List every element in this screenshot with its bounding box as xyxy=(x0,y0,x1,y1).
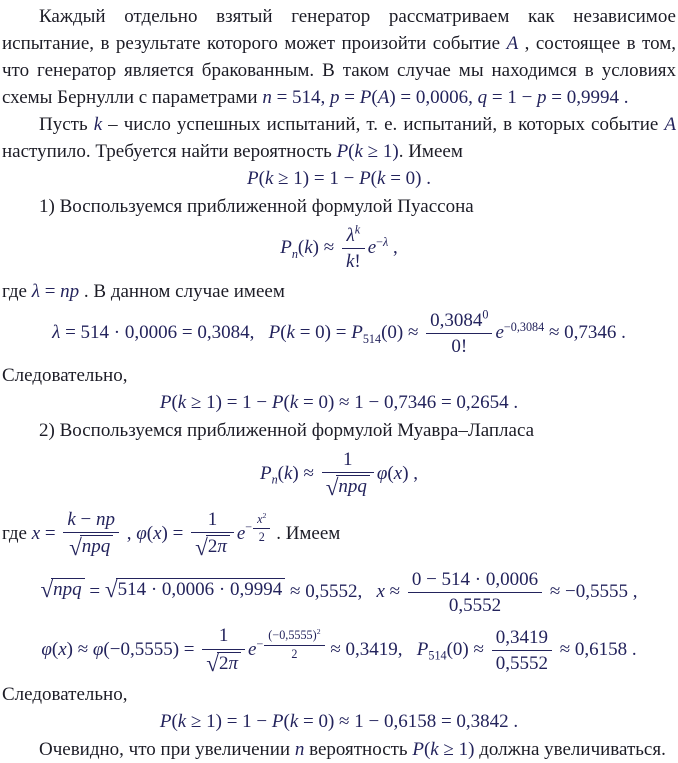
superscript xyxy=(504,319,544,333)
math-variable: e xyxy=(367,237,377,259)
math-run: = xyxy=(339,87,360,108)
formula-poisson xyxy=(2,221,676,277)
math-variable: A xyxy=(664,114,676,135)
math-variable: k xyxy=(93,114,103,135)
radicand xyxy=(217,652,241,674)
math-variable: φ xyxy=(376,462,388,484)
fraction-numerator xyxy=(342,222,365,249)
text-run: . Имеем xyxy=(271,522,341,544)
math-run: = 0,9994 . xyxy=(546,87,629,108)
subscript xyxy=(428,649,446,663)
math-run: ≥ 1) = 1 − xyxy=(186,392,272,414)
math-run: ( xyxy=(171,392,178,414)
radical-sign: √ xyxy=(206,651,219,678)
math-run: 0,3084 xyxy=(430,309,483,331)
math-run: ) = xyxy=(161,522,189,544)
math-run: (−0,5555) xyxy=(268,628,317,643)
math-run: ≈ 0,5552, xyxy=(285,581,377,603)
math-variable: k xyxy=(67,508,76,530)
math-run: ( xyxy=(146,522,154,544)
superscript xyxy=(482,307,488,321)
fraction-denominator xyxy=(492,651,552,674)
line-hence-1: Следовательно, xyxy=(2,365,128,387)
math-variable: x xyxy=(393,462,403,484)
math-run: = xyxy=(40,522,61,544)
fraction-numerator xyxy=(426,307,492,334)
math-run: ) ≈ xyxy=(312,237,339,259)
math-variable: A xyxy=(377,87,390,108)
math-variable: np xyxy=(96,508,116,530)
math-variable: k xyxy=(283,462,293,484)
math-run: ! xyxy=(354,251,361,273)
math-run: (0) ≈ xyxy=(446,639,489,661)
math-run: 0,5552 xyxy=(448,595,502,617)
math-variable: k xyxy=(264,168,274,189)
math-run: ) ≈ xyxy=(292,462,319,484)
math-variable: φ xyxy=(41,639,52,661)
math-variable: P xyxy=(159,711,172,733)
superscript xyxy=(317,627,321,636)
math-run: ) ≈ xyxy=(66,639,93,661)
math-run: = 0) ≈ 1 − 0,7346 = 0,2654 . xyxy=(298,392,519,414)
fraction-denominator xyxy=(63,533,119,560)
math-run: ≥ 1) xyxy=(362,141,399,162)
math-run: ) , xyxy=(402,462,419,484)
math-variable: k xyxy=(289,392,299,414)
math-variable: n xyxy=(291,246,298,261)
math-variable: λ xyxy=(52,321,61,343)
math-variable: φ xyxy=(136,522,147,544)
math-run: ≥ 1) = 1 − xyxy=(186,711,272,733)
radical-sign: √ xyxy=(40,577,54,604)
math-run: 514 xyxy=(362,331,382,346)
paragraph-task xyxy=(2,111,676,165)
math-variable: P xyxy=(247,168,259,189)
formula-sqrt-npq-calculation xyxy=(2,565,676,621)
math-run: ( xyxy=(371,87,378,108)
math-variable: k xyxy=(289,711,299,733)
fraction-denominator xyxy=(191,533,234,560)
math-variable: P xyxy=(359,168,371,189)
item-2-laplace-heading xyxy=(2,417,676,444)
text-run: 1) Воспользуемся приближенной формулой Пуассона xyxy=(39,196,474,217)
radical-sign: √ xyxy=(69,534,82,561)
math-run: = 514 · 0,0006 = 0,3084, xyxy=(60,321,269,343)
math-run: ( xyxy=(370,168,377,189)
radicand xyxy=(80,535,114,557)
square-root xyxy=(206,651,241,678)
math-run: = 1 − xyxy=(487,87,538,108)
line-where-lambda xyxy=(2,278,676,305)
math-variable: np xyxy=(60,280,80,302)
fraction-numerator xyxy=(253,510,270,530)
math-run: ( xyxy=(387,462,394,484)
math-variable: φ xyxy=(92,639,104,661)
math-variable: λ xyxy=(31,280,40,302)
line-where-x xyxy=(2,505,676,564)
math-run: −0,3084 xyxy=(503,319,545,334)
radicand xyxy=(116,578,286,600)
radicand xyxy=(336,475,370,497)
math-run: − xyxy=(376,234,383,249)
math-variable: e xyxy=(236,522,246,544)
text-run: Очевидно, что при увеличении xyxy=(39,739,295,761)
formula-moivre-laplace xyxy=(2,445,676,504)
superscript xyxy=(355,223,360,237)
radical-sign: √ xyxy=(104,577,118,604)
fraction-numerator xyxy=(264,626,324,646)
formula-lambda-calculation xyxy=(2,306,676,362)
math-variable: npq xyxy=(338,476,367,498)
math-run: ( xyxy=(277,462,284,484)
math-variable: A xyxy=(506,33,519,54)
radicand xyxy=(51,578,85,600)
math-variable: P xyxy=(412,739,424,761)
math-run: ( xyxy=(171,711,178,733)
text-run: должна увеличиваться. xyxy=(474,739,666,761)
subscript xyxy=(363,331,381,345)
text-run: Пусть xyxy=(39,114,94,135)
fraction xyxy=(322,449,374,500)
fraction xyxy=(342,222,365,273)
math-variable: x xyxy=(376,581,385,603)
fraction-denominator xyxy=(426,334,492,357)
math-run: 0,5552 xyxy=(495,653,548,675)
math-variable: k xyxy=(345,251,355,273)
math-run: 2 xyxy=(218,652,229,674)
math-variable: n xyxy=(271,472,278,487)
math-run: 0,3419 xyxy=(495,627,548,649)
math-run: − xyxy=(75,508,97,530)
math-run: 2 xyxy=(262,510,267,520)
math-run: 1 xyxy=(218,625,229,647)
fraction xyxy=(426,307,492,358)
math-variable: k xyxy=(354,222,361,237)
fraction-denominator xyxy=(342,249,365,272)
text-run: . Имеем xyxy=(398,141,463,162)
math-run: , xyxy=(388,237,398,259)
math-variable: P xyxy=(159,392,172,414)
math-run: = 0) . xyxy=(385,168,431,189)
math-variable: k xyxy=(177,392,187,414)
text-run: – число успешных испытаний, т. е. испытаний, в которых событие xyxy=(102,114,665,135)
math-run: ≥ 1) = 1 − xyxy=(273,168,360,189)
math-variable: k xyxy=(430,739,439,761)
math-run: 2 xyxy=(316,626,321,636)
math-run: 2 xyxy=(207,536,218,558)
math-run: ( xyxy=(348,141,355,162)
fraction xyxy=(63,509,119,560)
math-variable: npq xyxy=(81,536,111,558)
formula-result-poisson xyxy=(2,390,676,416)
math-run: = 0) = xyxy=(294,321,352,343)
fraction-denominator xyxy=(202,650,245,677)
math-run: 514 · 0,0006 · 0,9994 xyxy=(117,578,283,600)
math-variable: p xyxy=(330,87,340,108)
text-run: . В данном случае имеем xyxy=(79,280,285,302)
math-run: ≈ 0,6158 . xyxy=(554,639,637,661)
math-run: ( xyxy=(423,739,431,761)
math-run: = 514, xyxy=(271,87,331,108)
math-variable: k xyxy=(304,237,313,259)
text-run: вероятность xyxy=(304,739,413,761)
text-run: 2) Воспользуемся приближенной формулой Муавра–Лапласа xyxy=(39,420,535,442)
fraction-denominator xyxy=(264,646,324,662)
math-run: ≈ 0,7346 . xyxy=(544,321,626,343)
square-root xyxy=(104,577,285,604)
math-variable: e xyxy=(495,321,504,343)
math-variable: x xyxy=(31,522,41,544)
fraction-denominator xyxy=(408,593,542,616)
math-run: = 0) ≈ 1 − 0,6158 = 0,3842 . xyxy=(298,711,519,733)
formula-total-probability xyxy=(2,166,676,192)
fraction xyxy=(191,509,234,560)
fraction xyxy=(264,626,324,661)
math-variable: P xyxy=(359,87,372,108)
math-variable: P xyxy=(271,392,284,414)
fraction xyxy=(492,627,552,675)
radical-sign: √ xyxy=(325,474,339,501)
math-run: ( xyxy=(258,168,265,189)
math-run: ≥ 1) xyxy=(438,739,475,761)
math-run: (−0,5555) = xyxy=(103,639,200,661)
math-variable: P xyxy=(259,462,272,484)
math-variable: x xyxy=(257,511,263,526)
math-variable: k xyxy=(377,168,386,189)
fraction-denominator xyxy=(253,529,270,545)
math-variable: x xyxy=(153,522,162,544)
math-variable: P xyxy=(268,321,281,343)
math-variable: k xyxy=(177,711,187,733)
superscript xyxy=(256,626,325,661)
fraction-denominator xyxy=(322,473,374,500)
superscript xyxy=(245,510,271,545)
fraction-numerator xyxy=(191,509,234,533)
math-run: ) = 0,0006, xyxy=(389,87,478,108)
math-run: − xyxy=(256,636,264,651)
math-variable: P xyxy=(280,237,292,259)
math-variable: x xyxy=(58,639,67,661)
math-variable: e xyxy=(248,639,257,661)
fraction xyxy=(253,510,270,545)
math-variable: λ xyxy=(383,234,389,249)
line-hence-2: Следовательно, xyxy=(2,684,128,706)
math-variable: n xyxy=(294,739,305,761)
square-root xyxy=(69,534,113,561)
radicand xyxy=(206,535,230,557)
math-run: ( xyxy=(297,237,305,259)
fraction-numerator xyxy=(408,569,542,593)
math-run: = xyxy=(84,581,105,603)
math-variable: λ xyxy=(346,225,355,246)
math-variable: P xyxy=(336,141,349,162)
fraction-numerator xyxy=(63,509,119,533)
math-variable: p xyxy=(537,87,547,108)
math-run: ( xyxy=(283,711,290,733)
formula-result-laplace xyxy=(2,709,676,735)
math-run: − xyxy=(245,520,253,535)
math-variable: npq xyxy=(53,578,82,600)
item-1-poisson-heading xyxy=(2,193,676,220)
superscript xyxy=(263,511,267,520)
math-run: 1 xyxy=(343,449,353,471)
formula-phi-calculation xyxy=(2,621,676,680)
text-run: где xyxy=(2,280,32,302)
math-run: 2 xyxy=(258,530,265,545)
text-run: , состоящее в том, что генератор является бракованным. В таком случае мы находимся в условиях схемы Бернулли с параметрами xyxy=(2,33,677,108)
math-run: ( xyxy=(51,639,59,661)
fraction-numerator xyxy=(202,625,245,649)
radical-sign: √ xyxy=(195,534,208,561)
math-run: = xyxy=(39,280,61,302)
text-run: наступило. Требуется найти вероятность xyxy=(2,141,337,162)
square-root xyxy=(325,474,370,501)
math-variable: π xyxy=(217,536,227,558)
math-run: (0) ≈ xyxy=(381,321,424,343)
square-root xyxy=(195,534,230,561)
fraction xyxy=(408,569,542,617)
math-run: ≈ 0,3419, xyxy=(325,639,417,661)
text-run: Каждый отдельно взятый генератор рассматриваем как независимое испытание, в результате которого может произойти событие xyxy=(2,6,676,54)
math-variable: P xyxy=(271,711,284,733)
math-run: 0 − 514 · 0,0006 xyxy=(411,568,539,590)
math-variable: P xyxy=(416,639,429,661)
math-run: 0 xyxy=(482,307,489,322)
square-root xyxy=(40,577,84,604)
math-run: 2 xyxy=(291,646,298,661)
math-run: 1 xyxy=(207,508,218,530)
math-run: , xyxy=(122,522,137,544)
text-run: где xyxy=(2,522,32,544)
math-variable: k xyxy=(354,141,363,162)
superscript xyxy=(376,235,388,249)
math-variable: P xyxy=(351,321,363,343)
math-run: 514 xyxy=(428,649,447,664)
paragraph-intro xyxy=(2,3,676,111)
math-run: 0! xyxy=(451,335,468,357)
math-run: ( xyxy=(280,321,287,343)
math-run: ≈ −0,5555 , xyxy=(545,581,638,603)
math-run: ( xyxy=(283,392,290,414)
math-variable: q xyxy=(477,87,488,108)
fraction-numerator xyxy=(322,449,374,473)
math-variable: π xyxy=(228,652,238,674)
math-run: ≈ xyxy=(384,581,405,603)
math-variable: k xyxy=(286,321,295,343)
math-variable: n xyxy=(262,87,272,108)
fraction-numerator xyxy=(492,627,552,651)
fraction xyxy=(202,625,245,676)
